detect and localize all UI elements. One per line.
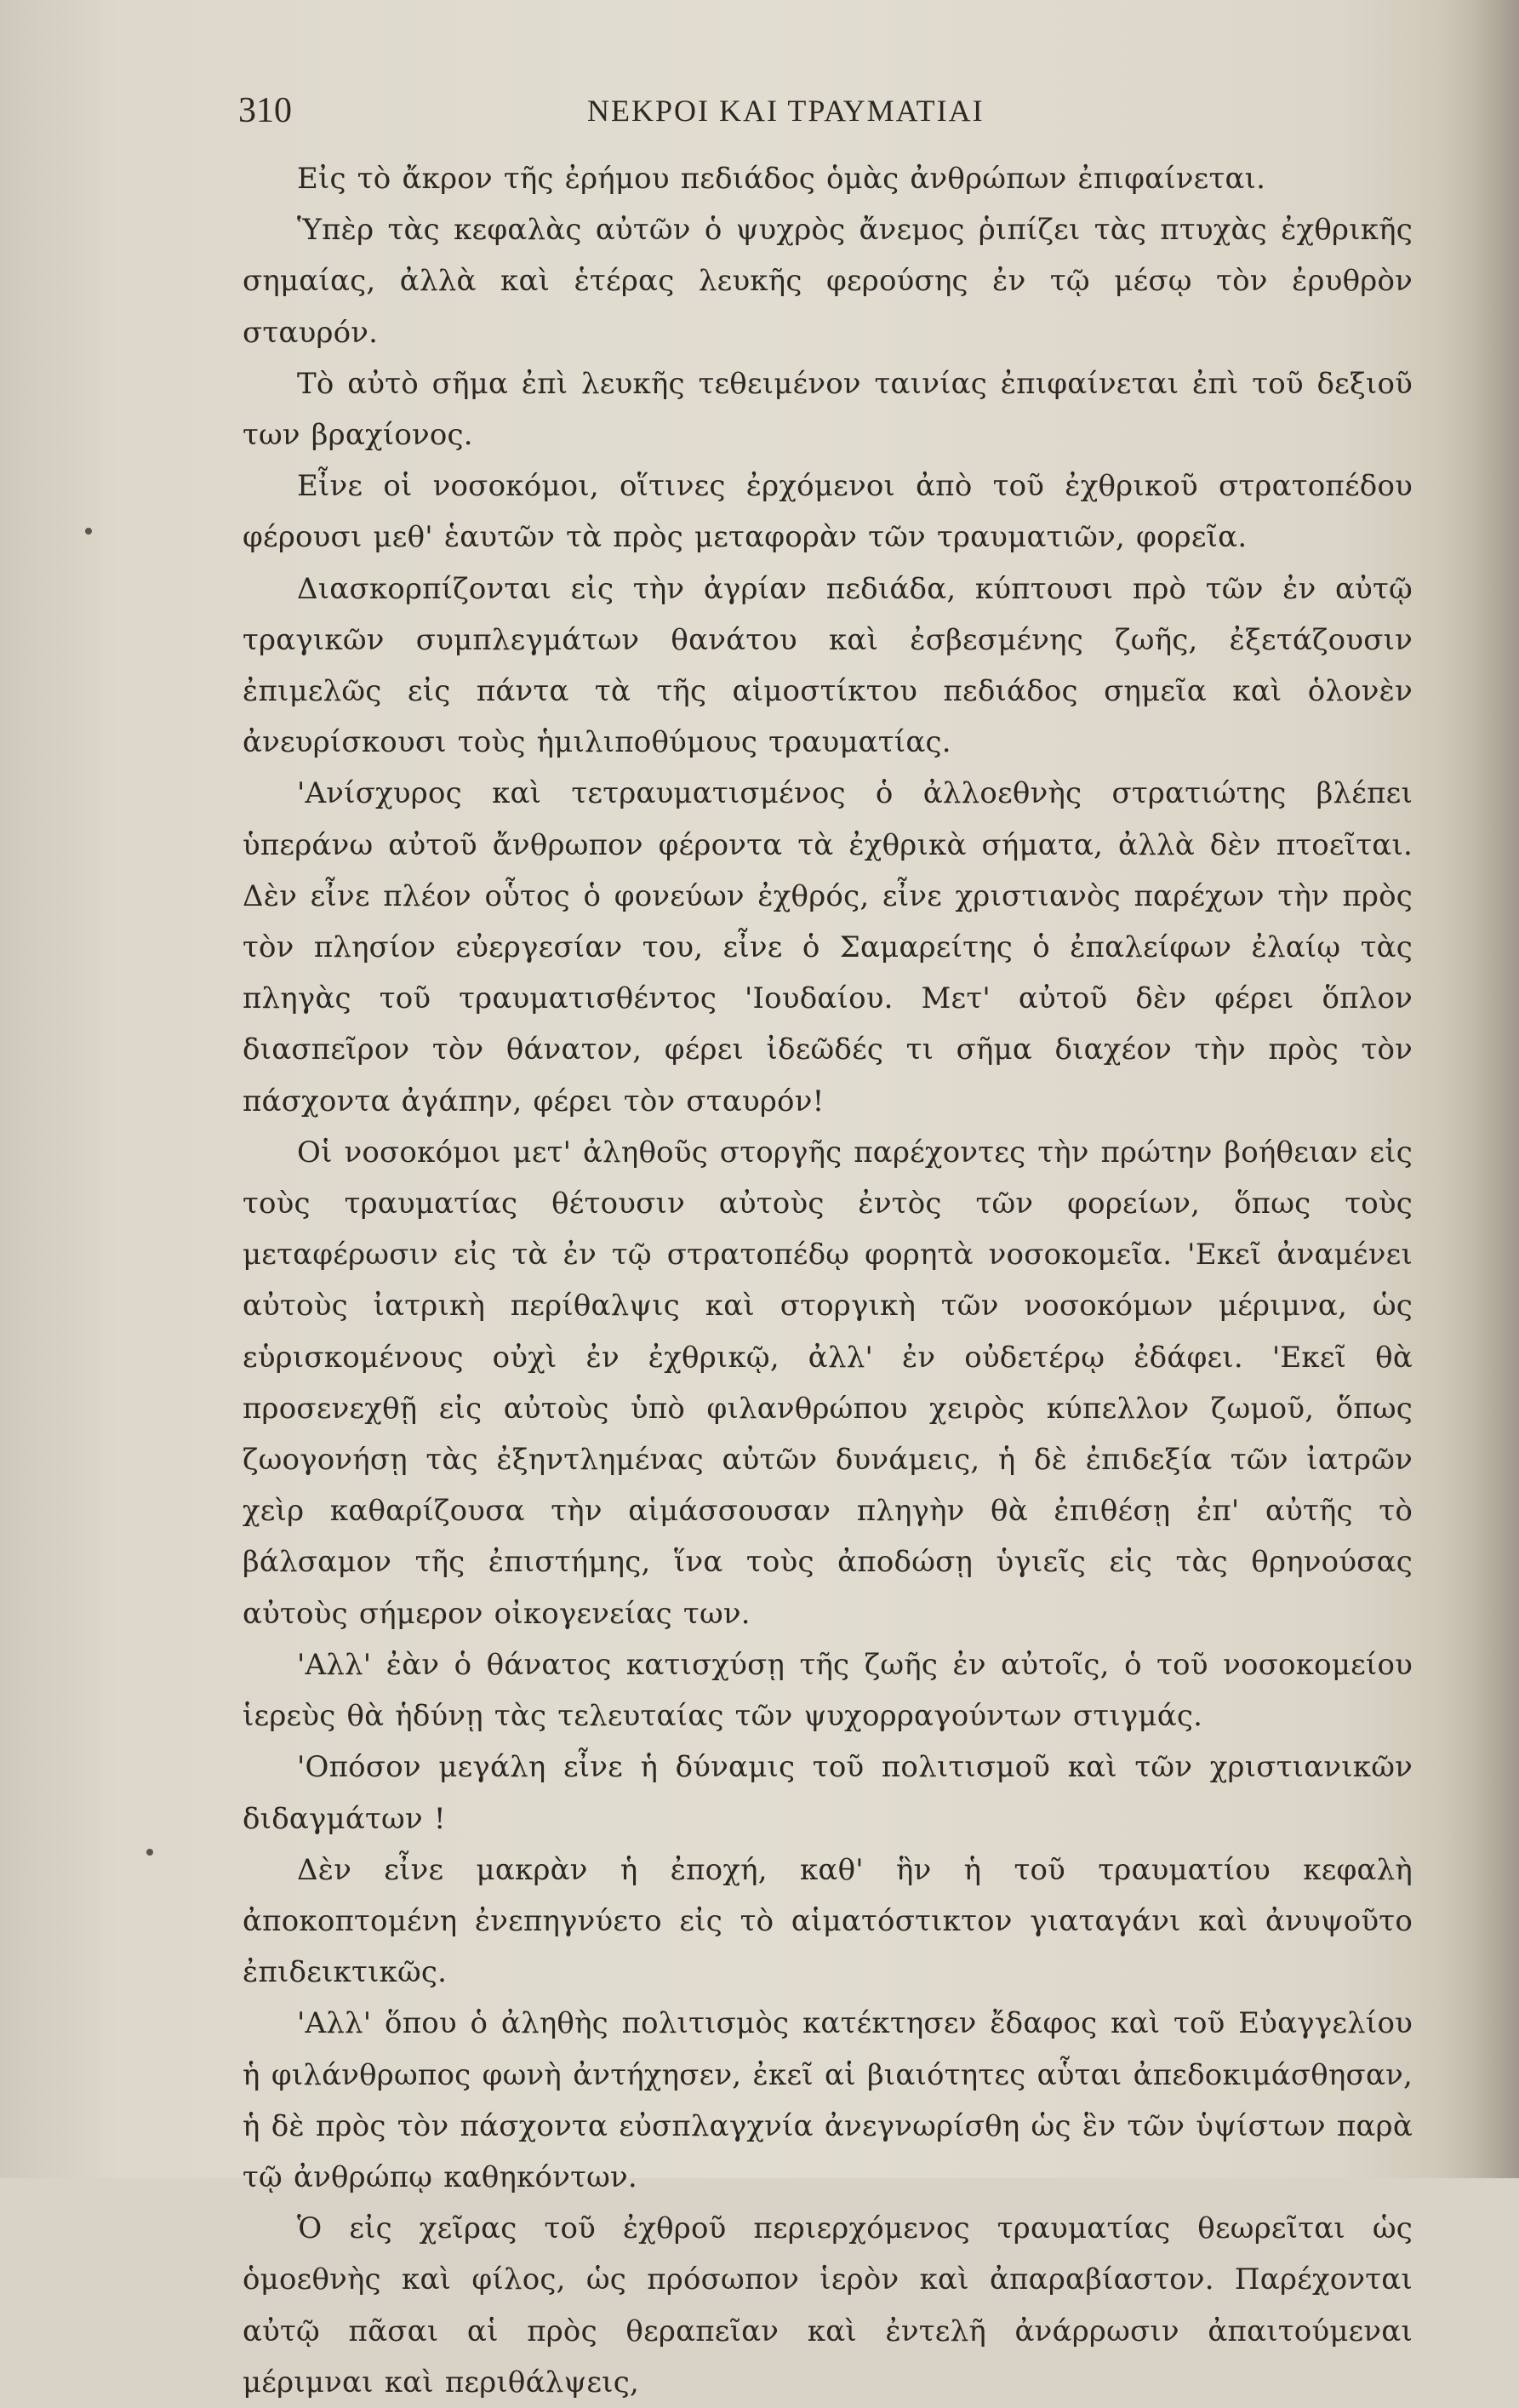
margin-mark xyxy=(85,528,92,535)
page-number: 310 xyxy=(238,91,292,130)
paragraph: Τὸ αὐτὸ σῆμα ἐπὶ λευκῆς τεθειμένον ταινίας ἐπιφαίνεται ἐπὶ τοῦ δεξιοῦ των βραχίονος. xyxy=(243,366,1413,453)
paragraph: Εἰς τὸ ἄκρον τῆς ἐρήμου πεδιάδος ὁμὰς ἀνθρώπων ἐπιφαίνεται. xyxy=(297,162,1266,196)
running-head: ΝΕΚΡΟΙ ΚΑΙ ΤΡΑΥΜΑΤΙΑΙ xyxy=(587,94,985,128)
margin-mark xyxy=(146,1849,153,1856)
paragraph: Ὑπὲρ τὰς κεφαλὰς αὐτῶν ὁ ψυχρὸς ἄνεμος ῥιπίζει τὰς πτυχὰς ἐχθρικῆς σημαίας, ἀλλὰ καὶ ἑτέρας λευκῆς φερούσης ἐν τῷ μέσῳ τὸν ἐρυθρὸν σταυρόν. xyxy=(243,213,1413,350)
paragraph: Δὲν εἶνε μακρὰν ἡ ἐποχή, καθ' ἣν ἡ τοῦ τραυματίου κεφαλὴ ἀποκοπτομένη ἐνεπηγνύετο εἰς τὸ αἱματόστικτον γιαταγάνι καὶ ἀνυψοῦτο ἐπιδεικτικῶς. xyxy=(243,1852,1413,1990)
body-text xyxy=(243,153,1413,2408)
page-fold-shadow xyxy=(1442,0,1519,2178)
paragraph: Διασκορπίζονται εἰς τὴν ἀγρίαν πεδιάδα, κύπτουσι πρὸ τῶν ἐν αὐτῷ τραγικῶν συμπλεγμάτων θανάτου καὶ ἐσβεσμένης ζωῆς, ἐξετάζουσιν ἐπιμελῶς εἰς πάντα τὰ τῆς αἱμοστίκτου πεδιάδος σημεῖα καὶ ὁλονὲν ἀνευρίσκουσι τοὺς ἡμιλιποθύμους τραυματίας. xyxy=(243,571,1413,760)
paragraph: Ὁ εἰς χεῖρας τοῦ ἐχθροῦ περιερχόμενος τραυματίας θεωρεῖται ὡς ὁμοεθνὴς καὶ φίλος, ὡς πρόσωπον ἱερὸν καὶ ἀπαραβίαστον. Παρέχονται αὐτῷ πᾶσαι αἱ πρὸς θεραπεῖαν καὶ ἐντελῆ ἀνάρρωσιν ἀπαιτούμεναι μέριμναι καὶ περιθάλψεις, xyxy=(243,2211,1413,2399)
paragraph: 'Αλλ' ὅπου ὁ ἀληθὴς πολιτισμὸς κατέκτησεν ἔδαφος καὶ τοῦ Εὐαγγελίου ἡ φιλάνθρωπος φωνὴ ἀντήχησεν, ἐκεῖ αἱ βιαιότητες αὗται ἀπεδοκιμάσθησαν, ἡ δὲ πρὸς τὸν πάσχοντα εὐσπλαγχνία ἀνεγνωρίσθη ὡς ἓν τῶν ὑψίστων παρὰ τῷ ἀνθρώπῳ καθηκόντων. xyxy=(243,2006,1413,2194)
paragraph: Εἶνε οἱ νοσοκόμοι, οἵτινες ἐρχόμενοι ἀπὸ τοῦ ἐχθρικοῦ στρατοπέδου φέρουσι μεθ' ἑαυτῶν τὰ πρὸς μεταφορὰν τῶν τραυματιῶν, φορεῖα. xyxy=(243,469,1413,555)
page-header xyxy=(238,85,1447,136)
paragraph: 'Οπόσον μεγάλη εἶνε ἡ δύναμις τοῦ πολιτισμοῦ καὶ τῶν χριστιανικῶν διδαγμάτων ! xyxy=(243,1750,1413,1836)
paragraph: 'Αλλ' ἐὰν ὁ θάνατος κατισχύσῃ τῆς ζωῆς ἐν αὐτοῖς, ὁ τοῦ νοσοκομείου ἱερεὺς θὰ ἡδύνῃ τὰς τελευταίας τῶν ψυχορραγούντων στιγμάς. xyxy=(243,1647,1413,1734)
paragraph: Οἱ νοσοκόμοι μετ' ἀληθοῦς στοργῆς παρέχοντες τὴν πρώτην βοήθειαν εἰς τοὺς τραυματίας θέτουσιν αὐτοὺς ἐντὸς τῶν φορείων, ὅπως τοὺς μεταφέρωσιν εἰς τὰ ἐν τῷ στρατοπέδῳ φορητὰ νοσοκομεῖα. 'Εκεῖ ἀναμένει αὐτοὺς ἰατρικὴ περίθαλψις καὶ στοργικὴ τῶν νοσοκόμων μέριμνα, ὡς εὑρισκομένους οὐχὶ ἐν ἐχθρικῷ, ἀλλ' ἐν οὐδετέρῳ ἐδάφει. 'Εκεῖ θὰ προσενεχθῇ εἰς αὐτοὺς ὑπὸ φιλανθρώπου χειρὸς κύπελλον ζωμοῦ, ὅπως ζωογονήσῃ τὰς ἐξηντλημένας αὐτῶν δυνάμεις, ἡ δὲ ἐπιδεξία τῶν ἰατρῶν χεὶρ καθαρίζουσα τὴν αἱμάσσουσαν πληγὴν θὰ ἐπιθέσῃ ἐπ' αὐτῆς τὸ βάλσαμον τῆς ἐπιστήμης, ἵνα τοὺς ἀποδώσῃ ὑγιεῖς εἰς τὰς θρηνούσας αὐτοὺς σήμερον οἰκογενείας των. xyxy=(243,1135,1413,1631)
paragraph: 'Ανίσχυρος καὶ τετραυματισμένος ὁ ἀλλοεθνὴς στρατιώτης βλέπει ὑπεράνω αὐτοῦ ἄνθρωπον φέροντα τὰ ἐχθρικὰ σήματα, ἀλλὰ δὲν πτοεῖται. Δὲν εἶνε πλέον οὗτος ὁ φονεύων ἐχθρός, εἶνε χριστιανὸς παρέχων τὴν πρὸς τὸν πλησίον εὐεργεσίαν του, εἶνε ὁ Σαμαρείτης ὁ ἐπαλείφων ἐλαίῳ τὰς πληγὰς τοῦ τραυματισθέντος 'Ιουδαίου. Μετ' αὐτοῦ δὲν φέρει ὅπλον διασπεῖρον τὸν θάνατον, φέρει ἰδεῶδές τι σῆμα διαχέον τὴν πρὸς τὸν πάσχοντα ἀγάπην, φέρει τὸν σταυρόν! xyxy=(243,776,1413,1118)
